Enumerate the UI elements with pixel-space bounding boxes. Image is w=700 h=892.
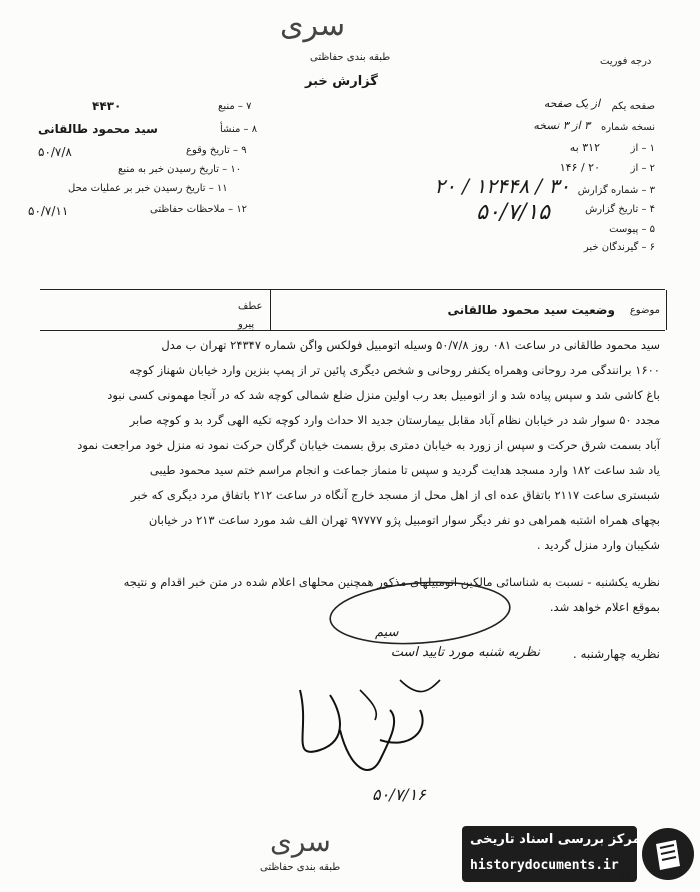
opinion-line: بموقع اعلام خواهد شد.	[549, 600, 660, 614]
right-border	[666, 290, 667, 330]
body-line: بچهای همراه اشتبه همراهی دو نفر دیگر سوار اتومبیل پژو ۹۷۷۷۷ تهران الف شد مورد ساعت ۲۱۳ در خیابان	[148, 513, 660, 527]
report-number-value: ۳۰ / ۱۲۴۴۸ / ۲۰	[434, 174, 570, 198]
page-label: صفحه یکم	[611, 101, 655, 112]
item1-label: ۱ – از	[630, 143, 655, 154]
body-line: شکیبان وارد منزل گردید .	[536, 538, 660, 552]
top-classification-stamp: سری	[280, 8, 346, 43]
body-line: یاد شد ساعت ۱۸۲ وارد مسجد هدایت گردید و سپس تا منماز جماعت و انجام مراسم ختم سید محمود طیبی	[149, 463, 660, 477]
page-value: از یک صفحه	[543, 97, 600, 110]
receipt-ops-label: ۱۱ – تاریخ رسیدن خبر بر عملیات محل	[68, 183, 228, 194]
bottom-classification-label: طبقه بندی حفاظتی	[260, 862, 341, 873]
watermark-logo-icon	[640, 826, 696, 882]
copy-value: ۳ از ۳ نسخه	[533, 119, 590, 132]
subject-divider	[40, 330, 665, 331]
origin-label: ۸ – منشأ	[220, 124, 258, 135]
report-title: گزارش خبر	[305, 74, 378, 89]
body-line: ۱۶۰۰ برانندگی مرد روحانی وهمراه یکنفر روحانی و شخص دیگری پائین تر از پمپ بنزین وارد خیابان شهناز کوچه	[129, 363, 660, 377]
urgency-label: درجه فوریت	[600, 56, 652, 67]
body-line: باغ کاشی شد و سپس پیاده شد و از اتومبیل بعد رب اولین منزل ضلع شمالی کوچه شد که در آنجا مهمونی کسی نبود	[107, 388, 660, 402]
remarks-label: ۱۲ – ملاحظات حفاظتی	[150, 204, 248, 215]
item2-label: ۲ – از	[630, 163, 655, 174]
origin-value: سید محمود طالقانی	[38, 122, 158, 136]
atf-sub-label: پیرو	[238, 319, 255, 330]
body-line: آباد بسمت شرق حرکت و سپس از زورد به خیابان دمتری برق بسمت خیابان گرگان حرکت نمود نه منزل خود مراجعت نمود	[77, 438, 660, 452]
handwritten-opinion-note: نظریه شنبه مورد تایید است	[390, 645, 540, 660]
source-label: ۷ – منبع	[218, 101, 252, 112]
atf-label: عطف	[238, 301, 263, 312]
copy-label: نسخه شماره	[601, 122, 655, 133]
handwritten-circle	[325, 578, 515, 648]
item2-value: ۲۰ / ۱۴۶	[559, 161, 600, 174]
event-date-value: ۵۰/۷/۸	[38, 145, 72, 159]
body-line: شبستری ساعت ۲۱۱۷ باتفاق عده ای از اهل محل از مسجد خارج آنگاه در ساعت ۲۱۲ باتفاق مرد دیگری که خبر	[131, 488, 660, 502]
recipients-label: ۶ – گیرندگان خبر	[583, 242, 655, 253]
attachment-label: ۵ – پیوست	[609, 224, 655, 235]
receipt-source-label: ۱۰ – تاریخ رسیدن خبر به منبع	[118, 164, 242, 175]
subject-label: موضوع	[629, 305, 660, 316]
subject-value: وضعیت سید محمود طالقانی	[447, 303, 615, 317]
atf-divider	[270, 290, 271, 330]
bottom-classification-stamp: سری	[270, 825, 331, 858]
opinion-line: نظریه یکشنبه - نسبت به شناسائی مالکین اتومبیلهای مذکور همچنین محلهای اعلام شده در متن خبر اقدام و نتیجه	[123, 575, 660, 589]
signature-scribble	[280, 670, 480, 800]
top-classification-label: طبقه بندی حفاظتی	[310, 52, 391, 63]
report-date-value: ۵۰/۷/۱۵	[476, 200, 550, 225]
bottom-page-number: ۴۶	[620, 872, 631, 883]
body-line: مجدد ۵۰ سوار شد در خیابان نظام آباد مقابل بیمارستان جدید الا حداث وارد کوچه تکیه الهی گرد بد و کوچه صابر	[129, 413, 660, 427]
handwritten-margin-note: سیم	[375, 625, 399, 640]
report-date-label: ۴ – تاریخ گزارش	[585, 204, 655, 215]
remarks-value: ۵۰/۷/۱۱	[28, 204, 69, 218]
report-number-label: ۳ – شماره گزارش	[577, 185, 655, 196]
event-date-label: ۹ – تاریخ وقوع	[186, 145, 247, 156]
opinion-wednesday: نظریه چهارشنبه .	[572, 647, 660, 661]
item1-value: ۳۱۲ به	[569, 141, 600, 154]
body-line: سید محمود طالقانی در ساعت ۰۸۱ روز ۵۰/۷/۸ وسیله اتومبیل فولکس واگن شماره ۲۴۳۴۷ تهران ب مدل	[161, 338, 660, 352]
watermark-title: مرکز بررسی اسناد تاریخی	[470, 832, 641, 847]
header-divider	[40, 289, 665, 290]
watermark-url: historydocuments.ir	[470, 858, 619, 873]
signature-date: ۵۰/۷/۱۶	[372, 785, 426, 804]
source-value: ۴۴۳۰	[92, 99, 122, 113]
